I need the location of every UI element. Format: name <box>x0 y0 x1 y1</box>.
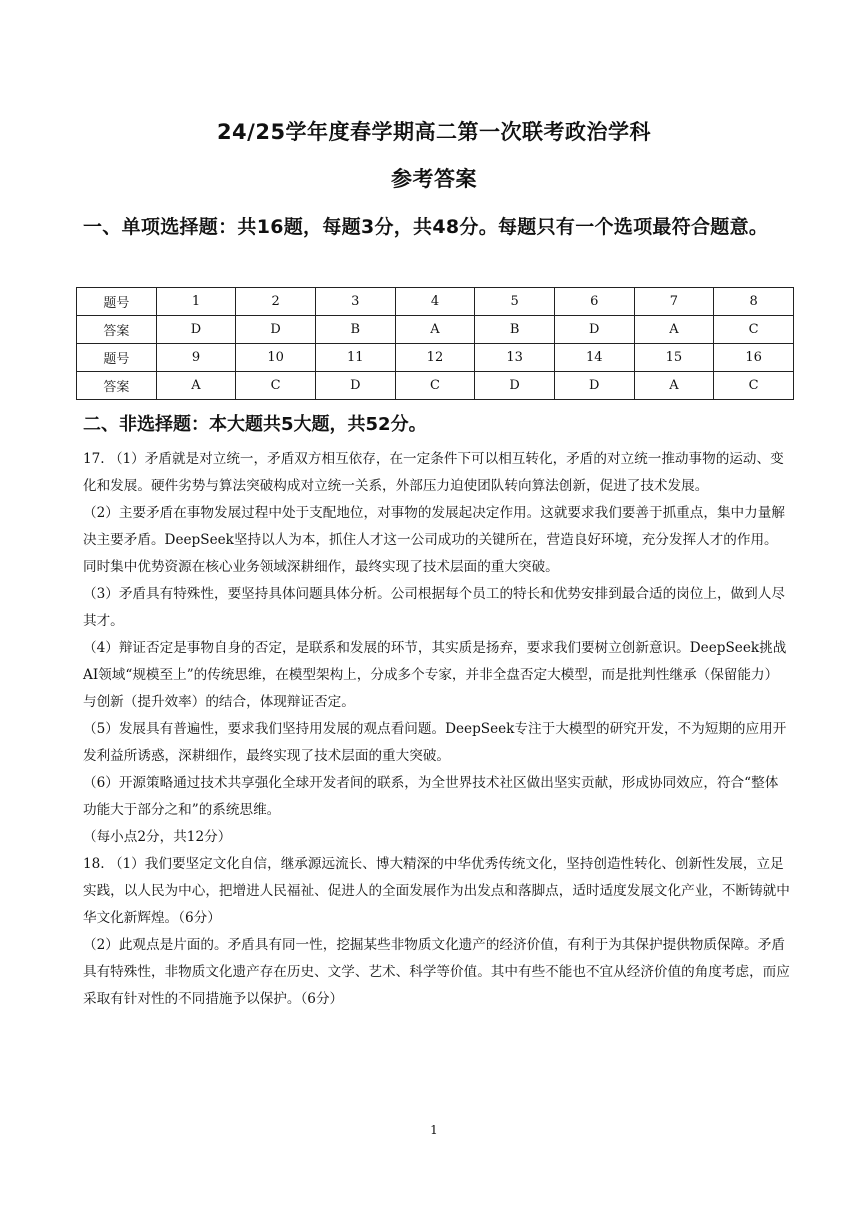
table-cell: D <box>554 372 634 400</box>
table-cell: 9 <box>156 344 236 372</box>
answers-body <box>83 446 791 1013</box>
table-row <box>77 316 794 344</box>
doc-subtitle: 参考答案 <box>391 167 477 191</box>
table-cell: D <box>554 316 634 344</box>
table-cell: C <box>714 316 794 344</box>
table-cell: B <box>475 316 555 344</box>
q18-part1: 18. （1）我们要坚定文化自信，继承源远流长、博大精深的中华优秀传统文化，坚持创造性转化、创新性发展，立足实践，以人民为中心，把增进人民福祉、促进人的全面发展作为出发点和落脚点，适时适度发展文化产业，不断铸就中华文化新辉煌。（6分） <box>83 856 790 926</box>
page-number: 1 <box>430 1123 438 1137</box>
table-cell: 8 <box>714 288 794 316</box>
answer-table <box>76 287 794 400</box>
q17-part2: （2）主要矛盾在事物发展过程中处于支配地位，对事物的发展起决定作用。这就要求我们要善于抓重点，集中力量解决主要矛盾。DeepSeek坚持以人为本，抓住人才这一公司成功的关键所在，营造良好环境，充分发挥人才的作用。同时集中优势资源在核心业务领域深耕细作，最终实现了技术层面的重大突破。 <box>83 505 785 575</box>
section2-heading: 二、非选择题：本大题共5大题，共52分。 <box>83 414 427 435</box>
table-cell: A <box>156 372 236 400</box>
table-cell: 3 <box>315 288 395 316</box>
table-cell: 13 <box>475 344 555 372</box>
table-cell: C <box>714 372 794 400</box>
table-cell: 7 <box>634 288 714 316</box>
table-row <box>77 372 794 400</box>
table-cell: 6 <box>554 288 634 316</box>
q17-part1: 17. （1）矛盾就是对立统一，矛盾双方相互依存，在一定条件下可以相互转化，矛盾的对立统一推动事物的运动、变化和发展。硬件劣势与算法突破构成对立统一关系，外部压力迫使团队转向算法创新，促进了技术发展。 <box>83 451 784 494</box>
table-cell: 4 <box>395 288 475 316</box>
table-cell: A <box>634 372 714 400</box>
q17-part6: （6）开源策略通过技术共享强化全球开发者间的联系，为全世界技术社区做出坚实贡献，形成协同效应，符合“整体功能大于部分之和”的系统思维。 <box>83 775 779 818</box>
doc-title: 24/25学年度春学期高二第一次联考政治学科 <box>216 120 652 144</box>
table-cell: 11 <box>315 344 395 372</box>
table-cell: 10 <box>236 344 316 372</box>
table-cell: D <box>156 316 236 344</box>
table-cell: 5 <box>475 288 555 316</box>
table-cell: 14 <box>554 344 634 372</box>
table-row <box>77 288 794 316</box>
q17-part5: （5）发展具有普遍性，要求我们坚持用发展的观点看问题。DeepSeek专注于大模型的研究开发，不为短期的应用开发利益所诱惑，深耕细作，最终实现了技术层面的重大突破。 <box>83 721 787 764</box>
table-row <box>77 344 794 372</box>
table-cell: 16 <box>714 344 794 372</box>
table-row-header: 题号 <box>77 344 157 372</box>
table-cell: A <box>634 316 714 344</box>
q18-part2: （2）此观点是片面的。矛盾具有同一性，挖掘某些非物质文化遗产的经济价值，有利于为其保护提供物质保障。矛盾具有特殊性，非物质文化遗产存在历史、文学、艺术、科学等价值。其中有些不能也不宜从经济价值的角度考虑，而应采取有针对性的不同措施予以保护。（6分） <box>83 937 790 1007</box>
table-cell: D <box>475 372 555 400</box>
table-cell: 15 <box>634 344 714 372</box>
table-cell: 1 <box>156 288 236 316</box>
q17-part4: （4）辩证否定是事物自身的否定，是联系和发展的环节，其实质是扬弃，要求我们要树立创新意识。DeepSeek挑战AI领域“规模至上”的传统思维，在模型架构上，分成多个专家，并非全盘否定大模型，而是批判性继承（保留能力）与创新（提升效率）的结合，体现辩证否定。 <box>83 640 787 710</box>
table-cell: D <box>236 316 316 344</box>
table-cell: C <box>395 372 475 400</box>
table-cell: 2 <box>236 288 316 316</box>
q17-part3: （3）矛盾具有特殊性，要坚持具体问题具体分析。公司根据每个员工的特长和优势安排到最合适的岗位上，做到人尽其才。 <box>83 586 785 629</box>
table-cell: D <box>315 372 395 400</box>
table-cell: C <box>236 372 316 400</box>
table-row-header: 答案 <box>77 316 157 344</box>
table-row-header: 题号 <box>77 288 157 316</box>
table-cell: 12 <box>395 344 475 372</box>
q17-score-note: （每小点2分，共12分） <box>83 829 232 845</box>
table-cell: B <box>315 316 395 344</box>
table-row-header: 答案 <box>77 372 157 400</box>
table-cell: A <box>395 316 475 344</box>
section1-heading: 一、单项选择题：共16题，每题3分，共48分。每题只有一个选项最符合题意。 <box>83 216 769 238</box>
